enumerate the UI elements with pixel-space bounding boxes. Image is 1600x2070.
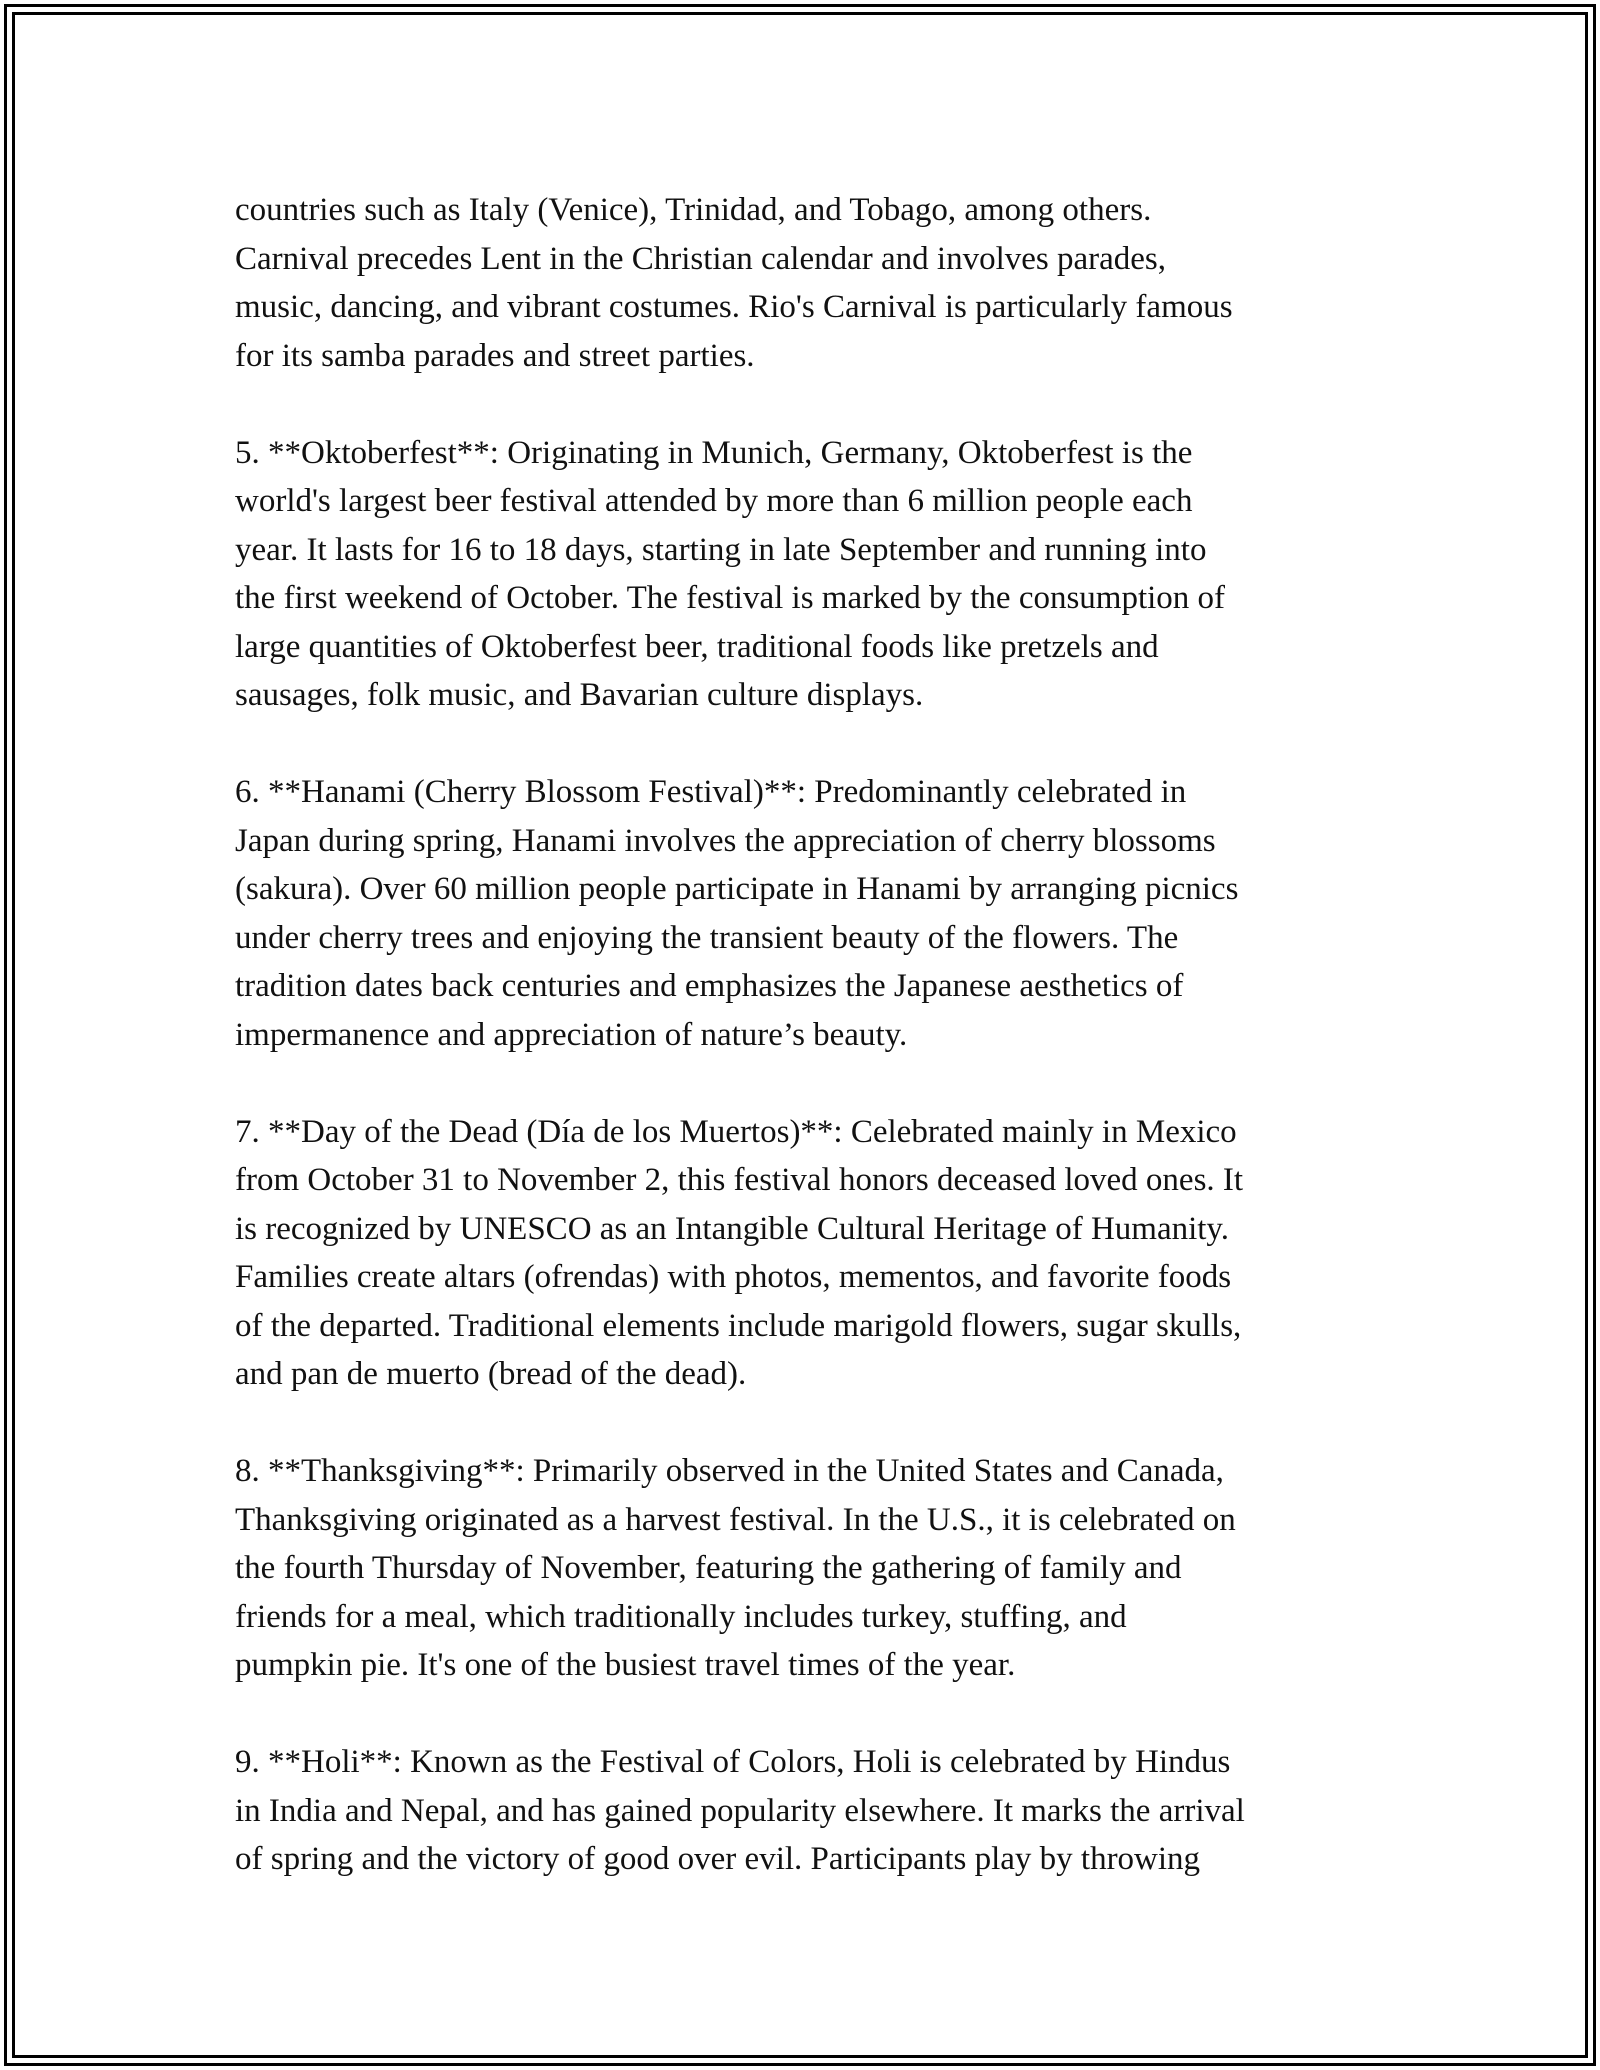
- paragraph-hanami: 6. **Hanami (Cherry Blossom Festival)**: Predominantly celebrated in Japan during spring, Hanami involves the appreciation of cherry blossoms (sakura). Over 60 million people participate in Hanami by arranging picnics under cherry trees and enjoying the transient beauty of the flowers. The tradition dates back centuries and emphasizes the Japanese aesthetics of impermanence and appreciation of nature’s beauty.: [235, 774, 1239, 1053]
- paragraph-oktoberfest: 5. **Oktoberfest**: Originating in Munich, Germany, Oktoberfest is the world's largest beer festival attended by more than 6 million people each year. It lasts for 16 to 18 days, starting in late September and running into the first weekend of October. The festival is marked by the consumption of large quantities of Oktoberfest beer, traditional foods like pretzels and sausages, folk music, and Bavarian culture displays.: [235, 434, 1226, 713]
- paragraph-day-of-the-dead: 7. **Day of the Dead (Día de los Muertos)**: Celebrated mainly in Mexico from October 31 to November 2, this festival honors deceased loved ones. It is recognized by UNESCO as an Intangible Cultural Heritage of Humanity. Families create altars (ofrendas) with photos, mementos, and favorite foods of the departed. Traditional elements include marigold flowers, sugar skulls, and pan de muerto (bread of the dead).: [235, 1113, 1244, 1392]
- paragraph-carnival-continued: countries such as Italy (Venice), Trinidad, and Tobago, among others. Carnival precedes Lent in the Christian calendar and involves parades, music, dancing, and vibrant costumes. Rio's Carnival is particularly famous for its samba parades and street parties.: [235, 192, 1233, 374]
- paragraph-holi: 9. **Holi**: Known as the Festival of Colors, Holi is celebrated by Hindus in India and Nepal, and has gained popularity elsewhere. It marks the arrival of spring and the victory of good over evil. Participants play by throwing: [235, 1744, 1245, 1877]
- document-body: [235, 186, 1375, 1884]
- paragraph-thanksgiving: 8. **Thanksgiving**: Primarily observed in the United States and Canada, Thanksgiving originated as a harvest festival. In the U.S., it is celebrated on the fourth Thursday of November, featuring the gathering of family and friends for a meal, which traditionally includes turkey, stuffing, and pumpkin pie. It's one of the busiest travel times of the year.: [235, 1453, 1236, 1683]
